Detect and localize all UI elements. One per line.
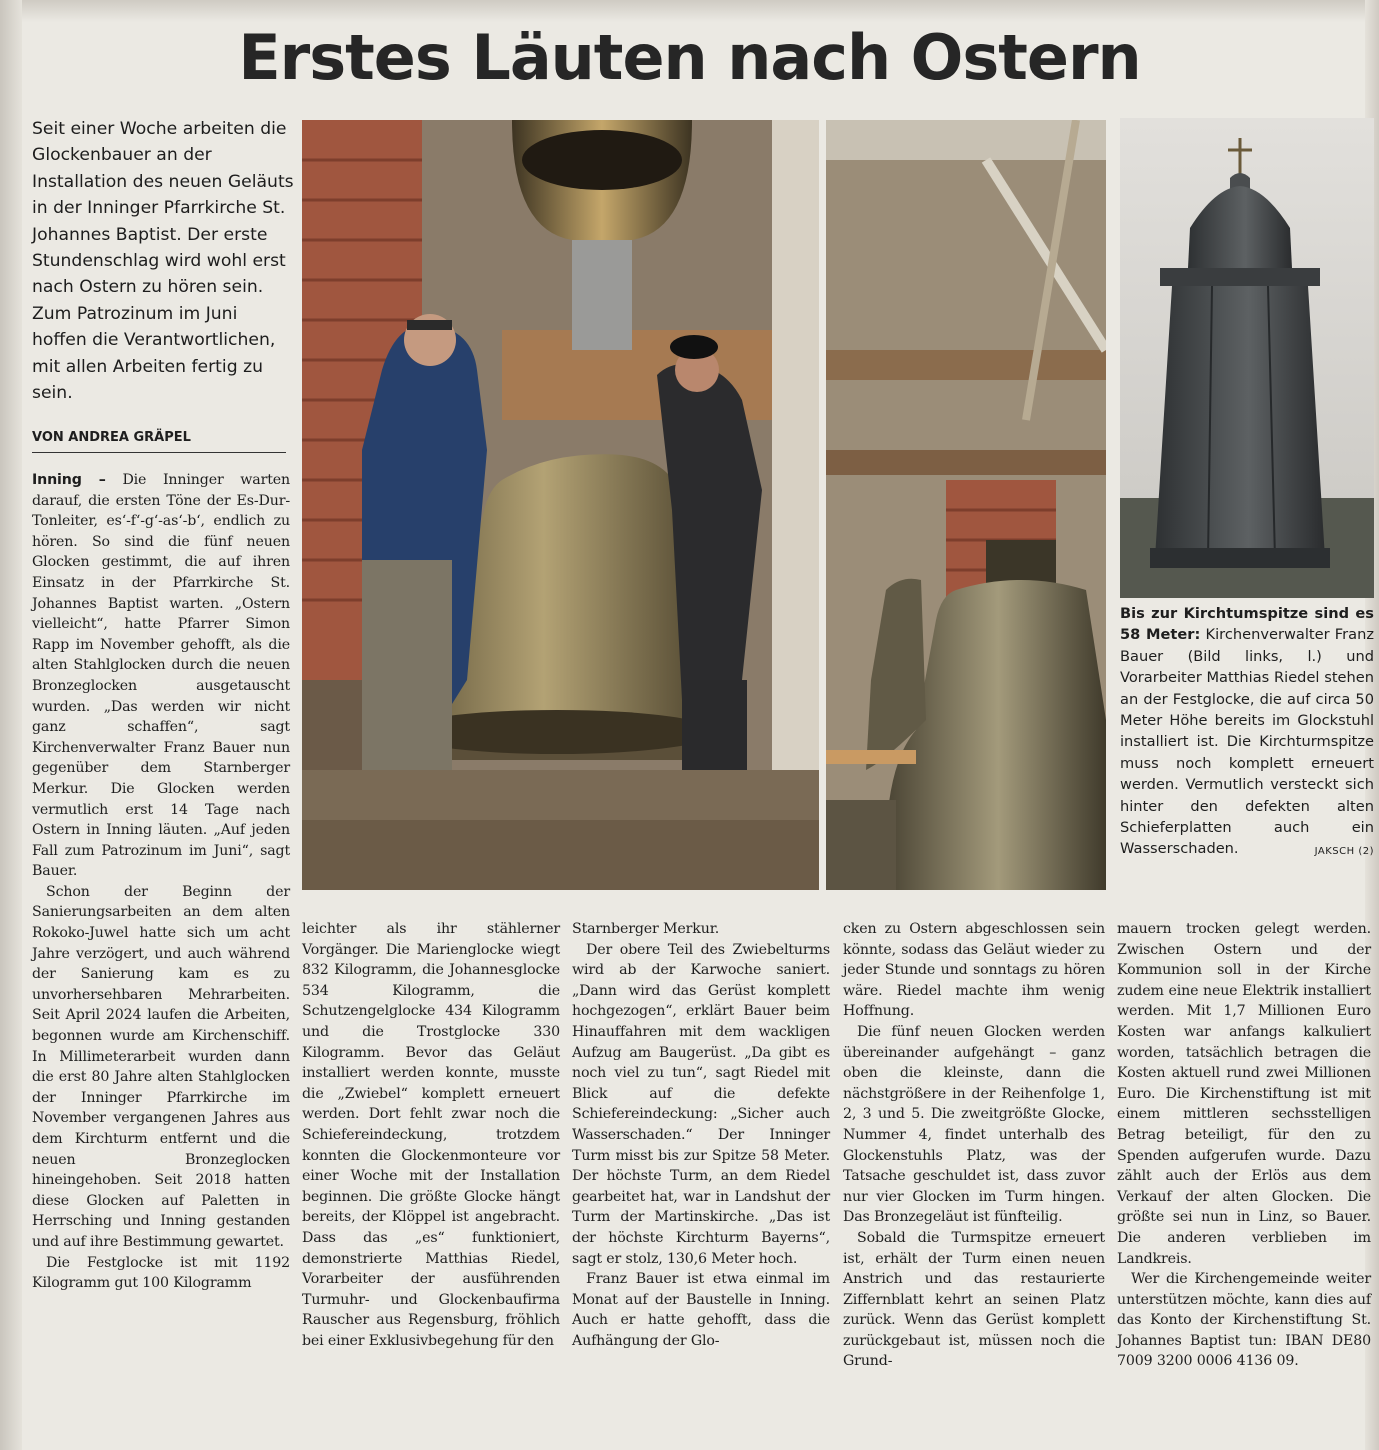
photo-caption: [1120, 603, 1374, 863]
paragraph: leichter als ihr stählerner Vorgänger. Die Marienglocke wiegt 832 Kilogramm, die Johannesglocke 534 Kilogramm, die Schutzengelglocke 434 Kilogramm und die Trostglocke 330 Kilogramm. Bevor das Geläut installiert werden konnte, musste die „Zwiebel“ komplett erneuert werden. Dort fehlt zwar noch die Schiefereindeckung, trotzdem konnten die Glockenmonteure vor einer Woche mit der Installation beginnen. Die größte Glocke hängt bereits, der Klöppel ist angebracht. Dass das „es“ funktioniert, demonstrierte Matthias Riedel, Vorarbeiter der ausführenden Turmuhr- und Glockenbaufirma Rauscher aus Regensburg, fröhlich bei einer Exklusivbegehung für den: [302, 921, 560, 1349]
photo-bells-in-belfry: [826, 120, 1106, 890]
photo-bell-with-men-drawing: [302, 120, 819, 890]
paragraph: Sobald die Turmspitze erneuert ist, erhält der Turm einen neuen Anstrich und das restaurierte Ziffernblatt kehrt an seinen Platz zurück. Wenn das Gerüst komplett zurückgebaut ist, müssen noch die Grund-: [843, 1229, 1105, 1370]
paragraph: Schon der Beginn der Sanierungsarbeiten an dem alten Rokoko-Juwel hatte sich um acht Jahre verzögert, und auch während der Sanierung kam es zu unvorhersehbaren Mehrarbeiten. Seit April 2024 laufen die Arbeiten, begonnen wurde am Kirchenschiff. In Millimeterarbeit wurden dann die erst 80 Jahre alten Stahlglocken der Inninger Pfarrkirche im November vergangenen Jahres aus dem Kirchturm entfernt und die neuen Bronzeglocken hineingehoben. Seit 2018 hatten diese Glocken auf Paletten in Herrsching und Inning gestanden und auf ihre Bestimmung gewartet.: [32, 883, 290, 1250]
paragraph: Die fünf neuen Glocken werden übereinander aufgehängt – ganz oben die kleinste, dann die nächstgrößere in der Reihenfolge 1, 2, 3 und 5. Die zweitgrößte Glocke, Nummer 4, findet unterhalb des Glockenstuhls Platz, was der Tatsache geschuldet ist, dass zuvor nur vier Glocken im Turm hingen. Das Bronzegeläut ist fünfteilig.: [843, 1023, 1105, 1226]
article-column-5: [1117, 919, 1371, 1372]
paragraph: Franz Bauer ist etwa einmal im Monat auf der Baustelle in Inning. Auch er hatte gehofft, dass die Aufhängung der Glo-: [572, 1271, 830, 1349]
paragraph: mauern trocken gelegt werden. Zwischen Ostern und der Kommunion soll in der Kirche zudem eine neue Elektrik installiert werden. Mit 1,7 Millionen Euro Kosten war anfangs kalkuliert worden, tatsächlich betragen die Kosten aktuell rund zwei Millionen Euro. Die Kirchenstiftung ist mit einem mittleren sechsstelligen Betrag beteiligt, für den zu Spenden aufgerufen wurde. Dazu zählt auch der Erlös aus dem Verkauf der alten Glocken. Die größte sei nun in Linz, so Bauer. Die anderen verblieben im Landkreis.: [1117, 921, 1371, 1267]
page-edge-left: [0, 0, 22, 1450]
article-column-4: [843, 919, 1105, 1372]
photo-bell-with-men: [302, 120, 819, 890]
caption-lead-in: Bis zur Kirchtumspitze sind es 58 Meter:: [1120, 605, 1374, 644]
photo-bells-in-belfry-drawing: [826, 120, 1106, 890]
photo-church-spire: [1120, 118, 1374, 598]
article-column-2: [302, 919, 560, 1351]
photo-credit: JAKSCH (2): [1314, 846, 1374, 858]
caption-text: Kirchenverwalter Franz Bauer (Bild links, l.) und Vorarbeiter Matthias Riedel stehen an der Festglocke, die auf circa 50 Meter Höhe bereits im Glockstuhl installiert ist. Die Kirchturmspitze muss noch komplett erneuert werden. Vermutlich versteckt sich hinter den defekten alten Schieferplatten auch ein Wasserschaden.: [1120, 626, 1374, 858]
dateline: Inning –: [32, 472, 106, 488]
headline: Erstes Läuten nach Ostern: [238, 21, 1141, 94]
article-column-1: [32, 470, 290, 1294]
paragraph: Der obere Teil des Zwiebelturms wird ab der Karwoche saniert. „Dann wird das Gerüst komplett hochgezogen“, erklärt Bauer beim Hinauffahren mit dem wackligen Aufzug am Baugerüst. „Da gibt es noch viel zu tun“, sagt Riedel mit Blick auf die defekte Schiefereindeckung: „Sicher auch Wasserschaden.“ Der Inninger Turm misst bis zur Spitze 58 Meter. Der höchste Turm, an dem Riedel gearbeitet hat, war in Landshut der Turm der Martinskirche. „Das ist der höchste Kirchturm Bayerns“, sagt er stolz, 130,6 Meter hoch.: [572, 941, 830, 1267]
paragraph: Starnberger Merkur.: [572, 921, 720, 937]
lead-paragraph: Seit einer Woche arbeiten die Glockenbauer an der Installation des neuen Geläuts in der Inninger Pfarrkirche St. Johannes Baptist. Der erste Stundenschlag wird wohl erst nach Ostern zu hören sein. Zum Patrozinum im Juni hoffen die Verantwortlichen, mit allen Arbeiten fertig zu sein.: [32, 119, 294, 404]
paragraph: [32, 470, 290, 882]
byline: VON ANDREA GRÄPEL: [32, 428, 286, 453]
article-column-3: [572, 919, 830, 1351]
paragraph: Die Festglocke ist mit 1192 Kilogramm gut 100 Kilogramm: [32, 1254, 290, 1292]
paragraph: Wer die Kirchengemeinde weiter unterstützen möchte, kann dies auf das Konto der Kirchenstiftung St. Johannes Baptist tun: IBAN DE80 7009 3200 0006 4136 09.: [1117, 1271, 1371, 1370]
photo-church-spire-drawing: [1120, 118, 1374, 598]
paragraph-text: Die Inninger warten darauf, die ersten Töne der Es-Dur-Tonleiter, es‘-f‘-g‘-as‘-b‘, endlich zu hören. So sind die fünf neuen Glocken gestimmt, die auf ihren Einsatz in der Pfarrkirche St. Johannes Baptist warten. „Ostern vielleicht“, hatte Pfarrer Simon Rapp im November gehofft, als die alten Stahlglocken durch die neuen Bronzeglocken ausgetauscht wurden. „Das werden wir nicht ganz schaffen“, sagt Kirchenverwalter Franz Bauer nun gegenüber dem Starnberger Merkur. Die Glocken werden vermutlich erst 14 Tage nach Ostern in Inning läuten. „Auf jeden Fall zum Patrozinum im Juni“, sagt Bauer.: [32, 472, 290, 880]
paragraph: cken zu Ostern abgeschlossen sein könnte, sodass das Geläut wieder zu jeder Stunde und sonntags zu hören wäre. Riedel machte ihm wenig Hoffnung.: [843, 921, 1105, 1020]
